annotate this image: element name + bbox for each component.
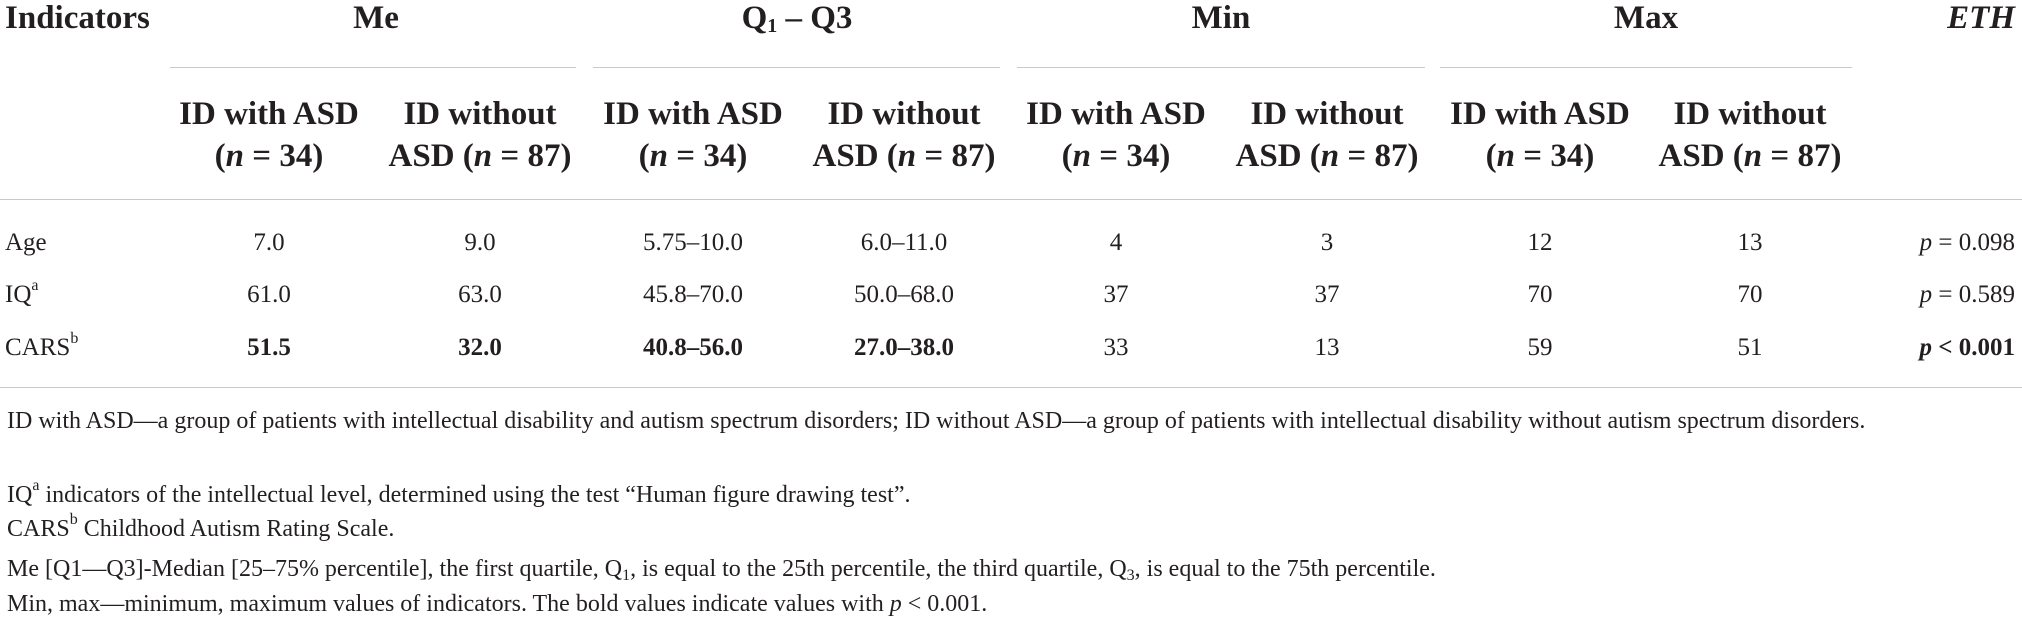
quartile-group-rule xyxy=(593,67,1000,68)
subheader-me-with-asd: ID with ASD (n = 34) xyxy=(179,96,359,174)
cell-iq-max-without: 70 xyxy=(1737,281,1763,308)
cell-iq-q-with: 45.8–70.0 xyxy=(643,281,743,308)
cell-iq-min-with: 37 xyxy=(1103,281,1129,308)
cell-age-max-with: 12 xyxy=(1527,229,1553,256)
cell-iq-me-without: 63.0 xyxy=(458,281,502,308)
cell-cars-max-without: 51 xyxy=(1737,334,1763,361)
footnote-cars: CARS$^b$ Childhood Autism Rating Scale. xyxy=(7,511,395,542)
me-group-rule xyxy=(170,67,576,68)
min-group-rule xyxy=(1017,67,1425,68)
row-label-cars: CARS$^b$ xyxy=(5,329,79,361)
group-header-me: Me xyxy=(353,0,399,36)
cell-cars-min-without: 13 xyxy=(1314,334,1340,361)
cell-iq-eth: p = 0.589 xyxy=(1919,281,2015,308)
footnote-min-max: Min, max—minimum, maximum values of indicators. The bold values indicate values with p < 0.001. xyxy=(7,591,988,617)
table-bottom-rule xyxy=(0,387,2022,388)
cell-age-q-with: 5.75–10.0 xyxy=(643,229,743,256)
cell-iq-q-without: 50.0–68.0 xyxy=(854,281,954,308)
cell-age-me-with: 7.0 xyxy=(253,229,285,256)
subheader-max-without-asd: ID without ASD (n = 87) xyxy=(1658,96,1842,174)
cell-cars-eth: p < 0.001 xyxy=(1919,334,2015,361)
row-label-age: Age xyxy=(5,229,47,256)
cell-iq-min-without: 37 xyxy=(1314,281,1340,308)
subheader-q-without-asd: ID without ASD (n = 87) xyxy=(812,96,996,174)
cell-age-me-without: 9.0 xyxy=(464,229,496,256)
footnote-quartiles: Me [Q1—Q3]-Median [25–75% percentile], the first quartile, Q1, is equal to the 25th percentile, the third quartile, Q3, is equal to the 75th percentile. xyxy=(7,556,1436,584)
indicators-header: Indicators xyxy=(5,0,150,36)
subheader-min-without-asd: ID without ASD (n = 87) xyxy=(1235,96,1419,174)
cell-age-q-without: 6.0–11.0 xyxy=(860,229,948,256)
cell-age-max-without: 13 xyxy=(1737,229,1763,256)
cell-age-min-with: 4 xyxy=(1109,229,1123,256)
row-label-iq: $IQ^a$ xyxy=(5,276,39,308)
cell-cars-max-with: 59 xyxy=(1527,334,1553,361)
cell-cars-me-with: 51.5 xyxy=(247,334,291,361)
footnote-iq: $IQ^a$ indicators of the intellectual level, determined using the test “Human figure drawing test”. xyxy=(7,477,911,508)
header-bottom-rule xyxy=(0,199,2022,200)
group-header-max: Max xyxy=(1613,0,1679,36)
cell-age-min-without: 3 xyxy=(1320,229,1334,256)
cell-age-eth: p = 0.098 xyxy=(1919,229,2015,256)
max-group-rule xyxy=(1440,67,1852,68)
cell-iq-max-with: 70 xyxy=(1527,281,1553,308)
group-header-quartiles: Q1 – Q3 xyxy=(741,0,853,37)
subheader-min-with-asd: ID with ASD (n = 34) xyxy=(1026,96,1206,174)
cell-cars-q-with: 40.8–56.0 xyxy=(643,334,743,361)
cell-iq-me-with: 61.0 xyxy=(247,281,291,308)
subheader-max-with-asd: ID with ASD (n = 34) xyxy=(1450,96,1630,174)
footnote-groups: ID with ASD—a group of patients with intellectual disability and autism spectrum disorders; ID without ASD—a group of patients with intellectual disability without autism spectrum disorders. xyxy=(7,408,1866,434)
cell-cars-me-without: 32.0 xyxy=(458,334,502,361)
subheader-q-with-asd: ID with ASD (n = 34) xyxy=(603,96,783,174)
group-header-min: Min xyxy=(1191,0,1251,36)
cell-cars-q-without: 27.0–38.0 xyxy=(854,334,954,361)
subheader-me-without-asd: ID without ASD (n = 87) xyxy=(388,96,572,174)
cell-cars-min-with: 33 xyxy=(1103,334,1129,361)
eth-header: ETH xyxy=(1947,0,2015,36)
